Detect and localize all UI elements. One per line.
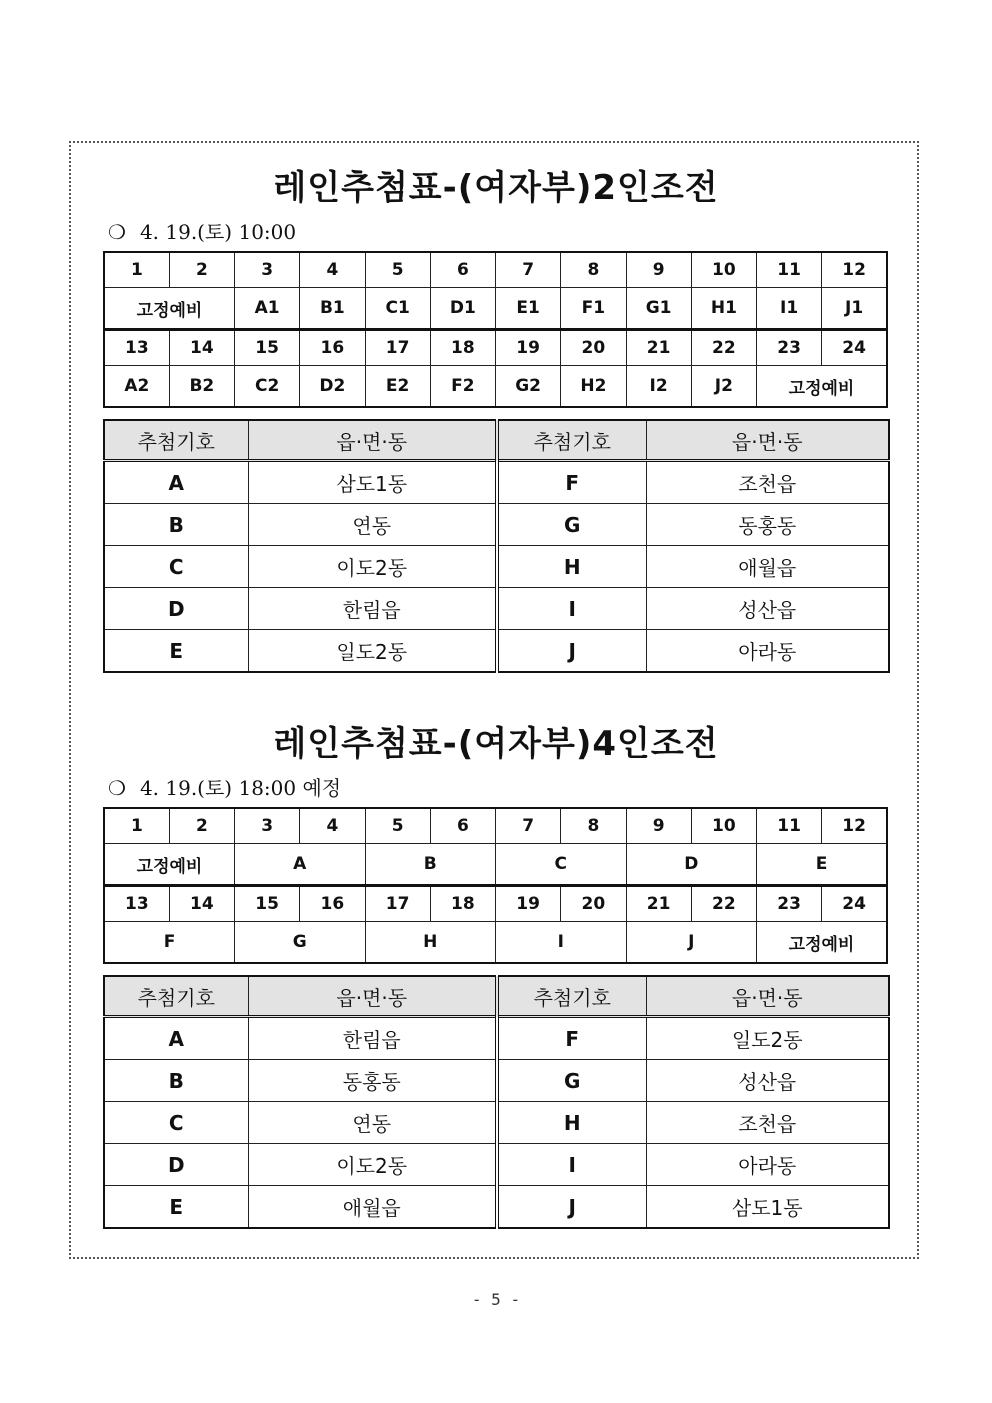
lane-number: 4 xyxy=(300,808,365,844)
district-name: 연동 xyxy=(248,1102,497,1144)
draw-code: E xyxy=(104,1186,248,1229)
district-name: 동홍동 xyxy=(248,1060,497,1102)
district-name: 삼도1동 xyxy=(248,461,497,504)
lane-assignment: F1 xyxy=(561,288,626,330)
lane-assignment: A xyxy=(235,844,366,886)
lane-number: 6 xyxy=(430,252,495,288)
section1-draw-table xyxy=(103,419,890,673)
district-name: 동홍동 xyxy=(646,504,889,546)
draw-code: B xyxy=(104,1060,248,1102)
lane-number: 21 xyxy=(626,886,691,922)
lane-assignment: G1 xyxy=(626,288,691,330)
lane-assignment: D xyxy=(626,844,757,886)
table-row xyxy=(104,1144,889,1186)
lane-number: 17 xyxy=(365,330,430,366)
lane-assignment: B1 xyxy=(300,288,365,330)
table-row xyxy=(104,1186,889,1229)
draw-code: I xyxy=(497,1144,646,1186)
lane-assignment: I xyxy=(496,922,627,964)
lane-number: 15 xyxy=(235,886,300,922)
district-name: 성산읍 xyxy=(646,1060,889,1102)
table-row xyxy=(104,1017,889,1060)
lane-number: 3 xyxy=(235,252,300,288)
lane-assignment: E xyxy=(757,844,888,886)
lane-assignment-row xyxy=(104,922,887,964)
lane-number: 16 xyxy=(300,330,365,366)
lane-number: 9 xyxy=(626,252,691,288)
header-district: 읍·면·동 xyxy=(248,420,497,461)
lane-number: 17 xyxy=(365,886,430,922)
district-name: 조천읍 xyxy=(646,1102,889,1144)
lane-number: 2 xyxy=(169,252,234,288)
district-name: 삼도1동 xyxy=(646,1186,889,1229)
district-name: 일도2동 xyxy=(248,630,497,673)
section1-lane-table xyxy=(103,251,888,408)
lane-number: 1 xyxy=(104,808,169,844)
lane-number: 4 xyxy=(300,252,365,288)
lane-number: 8 xyxy=(561,252,626,288)
lane-number: 5 xyxy=(365,808,430,844)
draw-code: D xyxy=(104,1144,248,1186)
lane-number: 19 xyxy=(496,886,561,922)
district-name: 조천읍 xyxy=(646,461,889,504)
district-name: 한림읍 xyxy=(248,588,497,630)
lane-number: 11 xyxy=(757,252,822,288)
lane-number: 24 xyxy=(822,886,887,922)
lane-number: 2 xyxy=(169,808,234,844)
lane-assignment: E1 xyxy=(496,288,561,330)
bullet-icon: ❍ xyxy=(108,776,126,800)
lane-number: 6 xyxy=(430,808,495,844)
lane-assignment-row xyxy=(104,366,887,408)
lane-assignment: 고정예비 xyxy=(757,922,888,964)
lane-assignment: 고정예비 xyxy=(104,288,235,330)
lane-number: 19 xyxy=(496,330,561,366)
table-row xyxy=(104,1060,889,1102)
lane-assignment: A2 xyxy=(104,366,169,408)
lane-assignment: D2 xyxy=(300,366,365,408)
lane-number: 22 xyxy=(691,330,756,366)
lane-number: 20 xyxy=(561,886,626,922)
bullet-icon: ❍ xyxy=(108,220,126,244)
district-name: 일도2동 xyxy=(646,1017,889,1060)
draw-code: F xyxy=(497,1017,646,1060)
lane-number: 24 xyxy=(822,330,887,366)
table-row xyxy=(104,588,889,630)
draw-code: A xyxy=(104,1017,248,1060)
lane-number: 13 xyxy=(104,886,169,922)
lane-assignment: F2 xyxy=(430,366,495,408)
header-code: 추첨기호 xyxy=(104,420,248,461)
draw-code: A xyxy=(104,461,248,504)
header-district: 읍·면·동 xyxy=(646,420,889,461)
lane-assignment-row xyxy=(104,288,887,330)
table-row xyxy=(104,630,889,673)
table-row xyxy=(104,1102,889,1144)
lane-number: 16 xyxy=(300,886,365,922)
section2-lane-table xyxy=(103,807,888,964)
lane-number: 21 xyxy=(626,330,691,366)
section1-title: 레인추첨표-(여자부)2인조전 xyxy=(273,168,719,208)
lane-number: 7 xyxy=(496,252,561,288)
table-row xyxy=(104,546,889,588)
header-code: 추첨기호 xyxy=(497,420,646,461)
lane-assignment: H xyxy=(365,922,496,964)
lane-number: 14 xyxy=(169,886,234,922)
district-name: 이도2동 xyxy=(248,1144,497,1186)
lane-assignment: J xyxy=(626,922,757,964)
section2-title: 레인추첨표-(여자부)4인조전 xyxy=(273,724,719,764)
lane-assignment: G xyxy=(235,922,366,964)
lane-number: 9 xyxy=(626,808,691,844)
lane-assignment: C2 xyxy=(235,366,300,408)
lane-assignment-row xyxy=(104,844,887,886)
lane-number-row xyxy=(104,252,887,288)
lane-assignment: D1 xyxy=(430,288,495,330)
table-header-row xyxy=(104,976,889,1017)
header-district: 읍·면·동 xyxy=(646,976,889,1017)
district-name: 애월읍 xyxy=(248,1186,497,1229)
draw-code: D xyxy=(104,588,248,630)
section2-date: 4. 19.(토) 18:00 예정 xyxy=(139,776,342,800)
lane-number: 15 xyxy=(235,330,300,366)
lane-assignment: C xyxy=(496,844,627,886)
draw-code: C xyxy=(104,1102,248,1144)
lane-assignment: B xyxy=(365,844,496,886)
lane-number: 10 xyxy=(691,252,756,288)
table-row xyxy=(104,461,889,504)
lane-assignment: C1 xyxy=(365,288,430,330)
lane-assignment: J1 xyxy=(822,288,887,330)
section1-date-line xyxy=(108,216,296,245)
lane-number: 18 xyxy=(430,886,495,922)
draw-code: B xyxy=(104,504,248,546)
lane-assignment: E2 xyxy=(365,366,430,408)
draw-code: J xyxy=(497,630,646,673)
lane-assignment: 고정예비 xyxy=(757,366,888,408)
draw-code: I xyxy=(497,588,646,630)
district-name: 성산읍 xyxy=(646,588,889,630)
lane-number: 3 xyxy=(235,808,300,844)
lane-assignment: A1 xyxy=(235,288,300,330)
lane-assignment: H1 xyxy=(691,288,756,330)
lane-assignment: H2 xyxy=(561,366,626,408)
lane-number-row xyxy=(104,330,887,366)
lane-number: 5 xyxy=(365,252,430,288)
lane-number: 11 xyxy=(757,808,822,844)
lane-number: 22 xyxy=(691,886,756,922)
district-name: 이도2동 xyxy=(248,546,497,588)
lane-number: 20 xyxy=(561,330,626,366)
lane-number: 12 xyxy=(822,252,887,288)
lane-assignment: G2 xyxy=(496,366,561,408)
header-code: 추첨기호 xyxy=(104,976,248,1017)
lane-number: 13 xyxy=(104,330,169,366)
section1-date: 4. 19.(토) 10:00 xyxy=(139,220,297,244)
page-number: - 5 - xyxy=(471,1290,521,1309)
draw-code: G xyxy=(497,1060,646,1102)
draw-code: J xyxy=(497,1186,646,1229)
lane-number: 12 xyxy=(822,808,887,844)
lane-assignment: I2 xyxy=(626,366,691,408)
draw-code: C xyxy=(104,546,248,588)
district-name: 아라동 xyxy=(646,1144,889,1186)
lane-number: 23 xyxy=(757,886,822,922)
header-code: 추첨기호 xyxy=(497,976,646,1017)
lane-number: 10 xyxy=(691,808,756,844)
header-district: 읍·면·동 xyxy=(248,976,497,1017)
draw-code: H xyxy=(497,546,646,588)
lane-assignment: 고정예비 xyxy=(104,844,235,886)
section2-date-line xyxy=(108,772,341,801)
district-name: 애월읍 xyxy=(646,546,889,588)
lane-assignment: F xyxy=(104,922,235,964)
lane-number: 18 xyxy=(430,330,495,366)
table-row xyxy=(104,504,889,546)
district-name: 아라동 xyxy=(646,630,889,673)
lane-number: 14 xyxy=(169,330,234,366)
draw-code: E xyxy=(104,630,248,673)
district-name: 한림읍 xyxy=(248,1017,497,1060)
district-name: 연동 xyxy=(248,504,497,546)
lane-number-row xyxy=(104,886,887,922)
lane-assignment: I1 xyxy=(757,288,822,330)
table-header-row xyxy=(104,420,889,461)
draw-code: G xyxy=(497,504,646,546)
lane-number: 7 xyxy=(496,808,561,844)
lane-number-row xyxy=(104,808,887,844)
lane-number: 23 xyxy=(757,330,822,366)
lane-assignment: J2 xyxy=(691,366,756,408)
lane-number: 1 xyxy=(104,252,169,288)
lane-assignment: B2 xyxy=(169,366,234,408)
lane-number: 8 xyxy=(561,808,626,844)
section2-draw-table xyxy=(103,975,890,1229)
draw-code: H xyxy=(497,1102,646,1144)
draw-code: F xyxy=(497,461,646,504)
